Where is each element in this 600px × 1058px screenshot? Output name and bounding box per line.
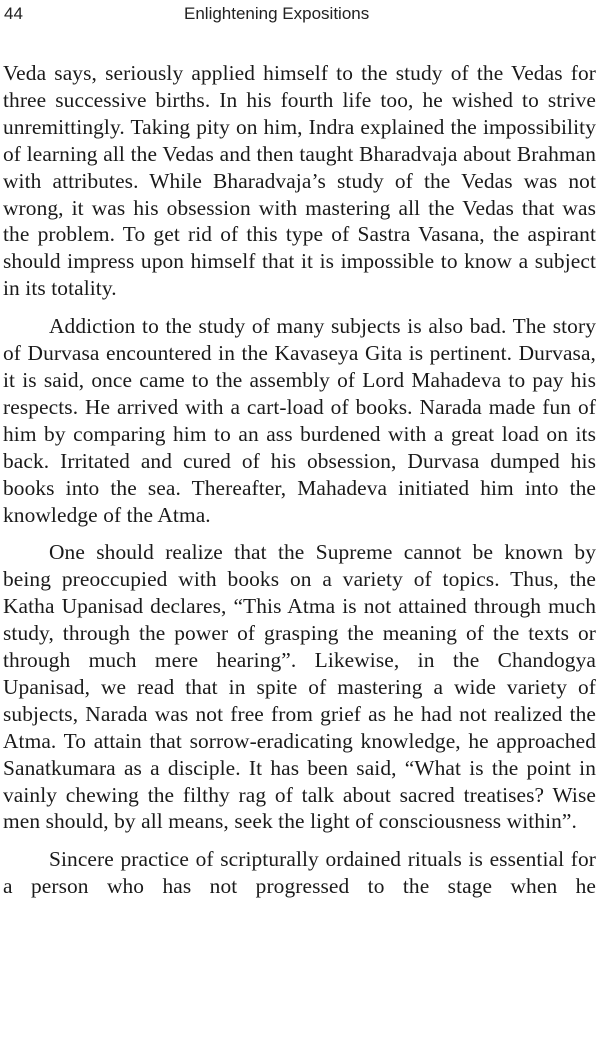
paragraph-4: Sincere practice of scripturally ordained rituals is essential for a person who has not progressed to the stage when he	[3, 847, 596, 899]
body-text	[3, 60, 596, 911]
page-number: 44	[4, 4, 23, 23]
paragraph-3: One should realize that the Supreme cannot be known by being preoccupied with books on a variety of topics. Thus, the Katha Upanisad declares, “This Atma is not attained through much study, through the power of grasping the meaning of the texts or through much mere hearing”. Likewise, in the Chandogya Upanisad, we read that in spite of mastering a wide variety of subjects, Narada was not free from grief as he had not realized the Atma. To attain that sorrow-eradicating knowledge, he approached Sanatkumara as a disciple. It has been said, “What is the point in vainly chewing the filthy rag of talk about sacred treatises? Wise men should, by all means, seek the light of consciousness within”.	[3, 540, 596, 834]
paragraph-2: Addiction to the study of many subjects is also bad. The story of Durvasa encountered in the Kavaseya Gita is pertinent. Durvasa, it is said, once came to the assembly of Lord Mahadeva to pay his respects. He arrived with a cart-load of books. Narada made fun of him by comparing him to an ass burdened with a great load on its back. Irritated and cured of his obsession, Durvasa dumped his books into the sea. Thereafter, Mahadeva initiated him into the knowledge of the Atma.	[3, 314, 596, 527]
paragraph-1: Veda says, seriously applied himself to the study of the Vedas for three successive births. In his fourth life too, he wished to strive unremittingly. Taking pity on him, Indra explained the impossibility of learning all the Vedas and then taught Bharadvaja about Brahman with attributes. While Bharadvaja’s study of the Vedas was not wrong, it was his obsession with mastering all the Vedas that was the problem. To get rid of this type of Sastra Vasana, the aspirant should impress upon himself that it is impossible to know a subject in its totality.	[3, 61, 596, 301]
page-header	[0, 4, 600, 28]
running-title: Enlightening Expositions	[184, 4, 370, 23]
